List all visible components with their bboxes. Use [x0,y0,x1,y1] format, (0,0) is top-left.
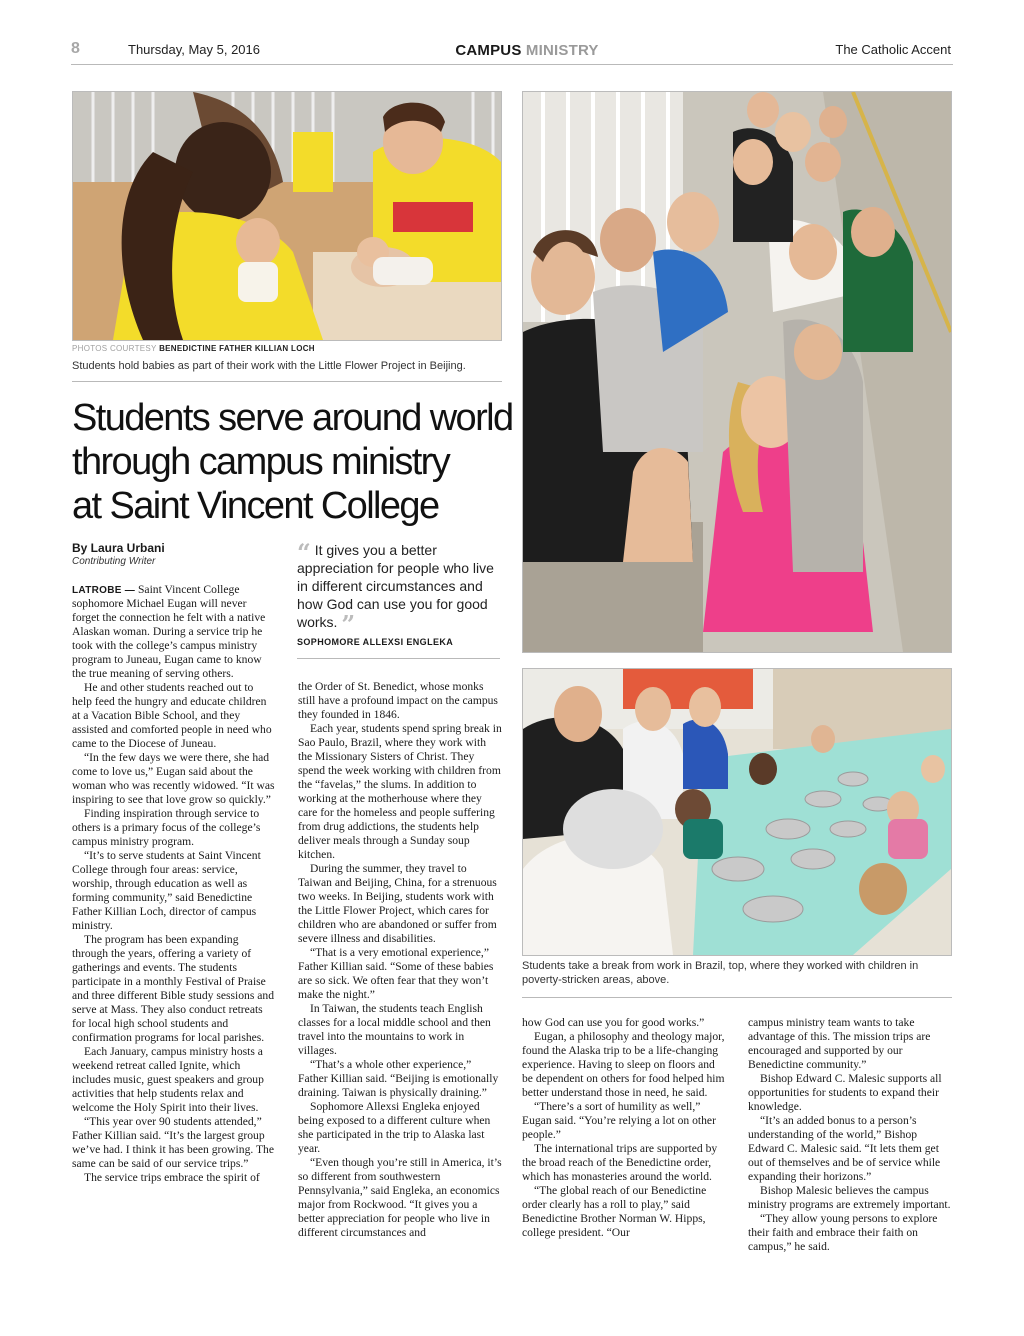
paragraph: “In the few days we were there, she had come to love us,” Eugan said about the woman who was recently widowed. “It was inspiring to see that love grow so quickly.” [72,751,275,806]
article-column-4 [748,1016,952,1254]
paragraph: Each year, students spend spring break in Sao Paulo, Brazil, where they work with the Missionary Sisters of Christ. They spend the week working with children from the “favelas,” the slums. In addition to working at the motherhouse where they care for the homeless and people suffering from drug addictions, the students help deliver meals through a Sunday soup kitchen. [298,722,502,861]
pull-quote [297,538,503,639]
paragraph: “This year over 90 students attended,” Father Killian said. “It’s the largest group we’ve had. I think it has been growing. The same can be said of our service trips.” [72,1115,274,1170]
caption-rule [72,381,502,382]
paragraph: “It’s to serve students at Saint Vincent College through four areas: service, worship, through education as well as forming community,” said Benedictine Father Killian Loch, director of campus ministry. [72,849,261,932]
issue-date: Thursday, May 5, 2016 [128,42,260,57]
paragraph: Each January, campus ministry hosts a weekend retreat called Ignite, which includes music, guest speakers and group activities that help students relax and welcome the Holy Spirit into their lives. [72,1045,264,1114]
article-column-1 [72,583,276,1185]
paragraph: Bishop Malesic believes the campus ministry programs are extremely important. [748,1184,951,1211]
photo-brazil-group [522,91,952,653]
pull-quote-open-mark: “ [297,538,311,567]
paragraph-text: Bishop Edward C. Malesic said. “It lets them get out of themselves and be of service while expanding their horizons.” [748,1128,941,1183]
paragraph: Bishop Edward C. Malesic supports all opportunities for students to expand their knowledge. [748,1072,942,1113]
paragraph [748,1114,952,1184]
photo-beijing-babies [72,91,502,341]
photo-credit-name: BENEDICTINE FATHER KILLIAN LOCH [159,344,315,353]
paragraph: He and other students reached out to help feed the hungry and educate children at a Vacation Bible School, and they assisted and comforted people in need who came to the Diocese of Juneau. [72,681,272,750]
headline-line-2: through campus ministry [72,441,450,483]
dateline: LATROBE — [72,585,136,596]
paragraph: “That is a very emotional experience,” Father Killian said. “Some of these babies are so sick. We often fear that they won’t make the night.” [298,946,494,1001]
caption-brazil: Students take a break from work in Brazil, top, where they worked with children in poverty-stricken areas, above. [522,960,919,986]
photo-brazil-children [522,668,952,956]
paragraph: The service trips embrace the spirit of [84,1171,260,1184]
header-rule [71,64,953,65]
headline-line-3: at Saint Vincent College [72,485,439,527]
paragraph: the Order of St. Benedict, whose monks still have a profound impact on the campus they founded in 1846. [298,680,498,721]
paragraph: In Taiwan, the students teach English classes for a local middle school and then travel into the mountains to work in villages. [298,1002,491,1057]
article-headline [72,396,513,528]
publication-name: The Catholic Accent [835,42,951,57]
caption-beijing: Students hold babies as part of their work with the Little Flower Project in Beijing. [72,360,466,372]
paragraph: During the summer, they travel to Taiwan and Beijing, China, for a strenuous two weeks. In Beijing, students work with the Little Flower Project, which cares for children who are abandoned or suffer from severe illness and disabilities. [298,862,497,945]
byline-author: By Laura Urbani [72,541,165,555]
paragraph: Sophomore Allexsi Engleka enjoyed being exposed to a different culture when she participated in the trip to Alaska last year. [298,1100,491,1155]
article-column-3 [522,1016,726,1240]
paragraph: Eugan, a philosophy and theology major, found the Alaska trip to be a life-changing experience. Having to sleep on floors and be dependent on others for food helped him better understand those in need, he said. [522,1030,725,1099]
article-column-2 [298,680,502,1240]
pull-quote-text: It gives you a better appreciation for people who live in different circumstances and how God can use you for good works. [297,542,494,630]
photo-credit [72,344,315,353]
section-title-word1: CAMPUS [455,42,522,59]
paragraph: “That’s a whole other experience,” Father Killian said. “Beijing is emotionally draining. Taiwan is physically draining.” [298,1058,499,1099]
caption-right-rule [522,997,952,998]
paragraph: “The global reach of our Benedictine order clearly has a roll to play,” said Benedictine Brother Norman W. Hipps, college president. “Our [522,1184,707,1239]
paragraph: “There’s a sort of humility as well,” Eugan said. “You’re relying a lot on other people.” [522,1100,716,1141]
paragraph: “They allow young persons to explore their faith and embrace their faith on campus,” he said. [748,1212,938,1253]
paragraph: campus ministry team wants to take advantage of this. The mission trips are encouraged and supported by our Benedictine community.” [748,1016,931,1071]
paragraph: The program has been expanding through the years, offering a variety of gatherings and events. The students participate in a monthly Festival of Praise and three different Bible study sessions and serve at Mass. They also conduct retreats for local high school students and confirmation programs for local parishes. [72,933,274,1044]
byline-role: Contributing Writer [72,556,156,567]
paragraph: “Even though you’re still in America, it’s so different from southwestern Pennsylvania,” said Engleka, an economics major from Rockwood. “It gives you a better appreciation for people who live in different circumstances and [298,1156,502,1239]
paragraph: how God can use you for good works.” [522,1016,705,1029]
pull-quote-close-mark: ” [341,610,356,639]
pull-quote-attribution: SOPHOMORE ALLEXSI ENGLEKA [297,637,454,647]
headline-line-1: Students serve around world [72,397,513,439]
section-title [400,42,654,59]
page-number: 8 [71,40,80,57]
pull-quote-rule [297,658,500,659]
photo-credit-prefix: PHOTOS COURTESY [72,344,157,353]
paragraph-text: “It’s an added bonus to a person’s understanding of the world,” [748,1114,917,1141]
paragraph: Finding inspiration through service to others is a primary focus of the college’s campus ministry program. [72,807,261,848]
paragraph-text: Saint Vincent College sophomore Michael Eugan will never forget the connection he felt with a native Alaskan woman. During a service trip he took with the college’s campus ministry program to Juneau, Eugan came to know the true meaning of serving others. [72,583,266,680]
paragraph: The international trips are supported by the broad reach of the Benedictine order, which has monasteries around the world. [522,1142,718,1183]
section-title-word2: MINISTRY [525,42,599,59]
paragraph [72,583,276,681]
